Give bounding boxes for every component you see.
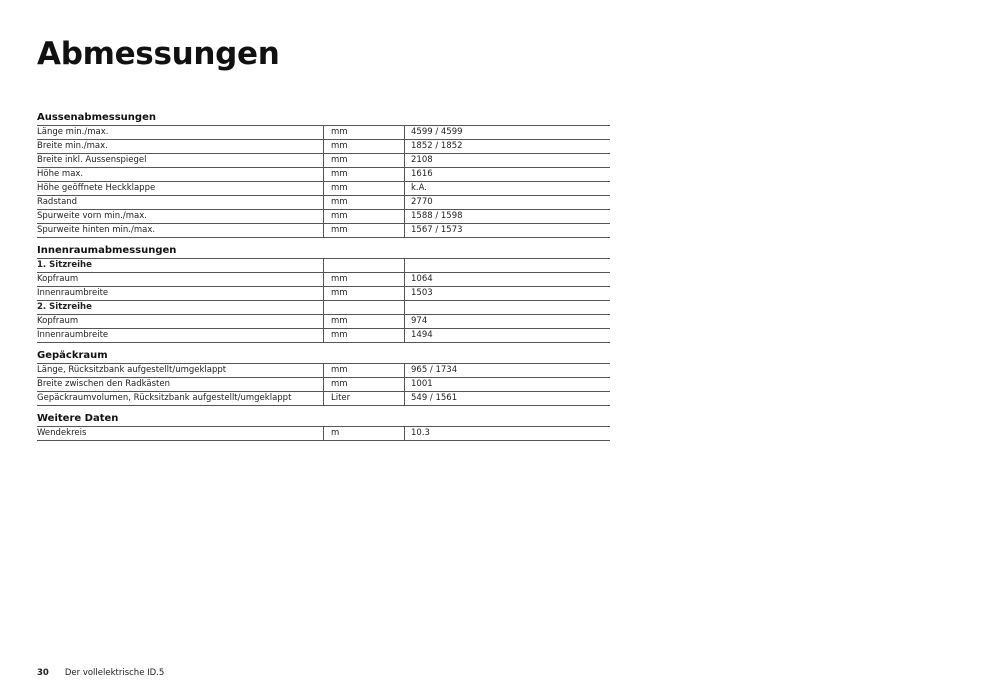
row-unit: mm [323, 378, 404, 391]
section-title: Weitere Daten [37, 412, 610, 427]
row-value: 1494 [404, 329, 610, 342]
table-row [37, 182, 610, 196]
table-row [37, 273, 610, 287]
row-label: 1. Sitzreihe [37, 260, 92, 270]
row-value: 2770 [404, 196, 610, 209]
row-unit: mm [323, 168, 404, 181]
section-title: Gepäckraum [37, 349, 610, 364]
footer-text: Der vollelektrische ID.5 [64, 668, 165, 678]
table-row [37, 140, 610, 154]
row-value [404, 301, 610, 314]
subsection-row [37, 301, 610, 315]
row-label: 2. Sitzreihe [37, 302, 92, 312]
table-row [37, 364, 610, 378]
row-unit: m [323, 427, 404, 440]
section [37, 349, 610, 406]
row-value: 1616 [404, 168, 610, 181]
row-unit: mm [323, 140, 404, 153]
page-title: Abmessungen [37, 36, 280, 72]
row-value: 1503 [404, 287, 610, 300]
table-row [37, 315, 610, 329]
row-unit: mm [323, 224, 404, 237]
section [37, 111, 610, 238]
row-label: Breite zwischen den Radkästen [37, 379, 170, 389]
row-unit: mm [323, 315, 404, 328]
row-label: Spurweite hinten min./max. [37, 225, 156, 235]
section-title: Innenraumabmessungen [37, 244, 610, 259]
row-value: 2108 [404, 154, 610, 167]
row-value: 965 / 1734 [404, 364, 610, 377]
table-row [37, 196, 610, 210]
row-label: Länge, Rücksitzbank aufgestellt/umgeklappt [37, 365, 227, 375]
row-value: 1588 / 1598 [404, 210, 610, 223]
row-value: 1567 / 1573 [404, 224, 610, 237]
table-row [37, 329, 610, 343]
subsection-row [37, 259, 610, 273]
row-value: 549 / 1561 [404, 392, 610, 405]
section [37, 412, 610, 441]
row-label: Wendekreis [37, 428, 87, 438]
row-unit: mm [323, 329, 404, 342]
specifications-table [37, 111, 610, 447]
table-row [37, 427, 610, 441]
row-value: k.A. [404, 182, 610, 195]
table-row [37, 224, 610, 238]
row-unit: mm [323, 287, 404, 300]
table-row [37, 378, 610, 392]
row-label: Innenraumbreite [37, 330, 109, 340]
row-label: Breite inkl. Aussenspiegel [37, 155, 147, 165]
row-label: Kopfraum [37, 274, 79, 284]
row-value: 1064 [404, 273, 610, 286]
row-unit [323, 301, 404, 314]
row-unit: mm [323, 182, 404, 195]
row-value [404, 259, 610, 272]
row-unit: mm [323, 273, 404, 286]
table-row [37, 392, 610, 406]
row-label: Höhe geöffnete Heckklappe [37, 183, 156, 193]
row-value: 4599 / 4599 [404, 126, 610, 139]
row-value: 1001 [404, 378, 610, 391]
row-unit: mm [323, 126, 404, 139]
row-unit: Liter [323, 392, 404, 405]
table-row [37, 168, 610, 182]
table-row [37, 126, 610, 140]
row-label: Spurweite vorn min./max. [37, 211, 147, 221]
page-footer [37, 668, 164, 678]
row-label: Gepäckraumvolumen, Rücksitzbank aufgestellt/umgeklappt [37, 393, 292, 403]
row-unit [323, 259, 404, 272]
row-label: Radstand [37, 197, 78, 207]
row-value: 974 [404, 315, 610, 328]
page-number: 30 [37, 668, 49, 678]
row-label: Innenraumbreite [37, 288, 109, 298]
section [37, 244, 610, 343]
table-row [37, 287, 610, 301]
row-unit: mm [323, 210, 404, 223]
row-unit: mm [323, 154, 404, 167]
table-row [37, 154, 610, 168]
section-title: Aussenabmessungen [37, 111, 610, 126]
row-unit: mm [323, 364, 404, 377]
row-label: Breite min./max. [37, 141, 108, 151]
row-value: 10.3 [404, 427, 610, 440]
row-label: Länge min./max. [37, 127, 109, 137]
table-row [37, 210, 610, 224]
row-label: Höhe max. [37, 169, 84, 179]
row-value: 1852 / 1852 [404, 140, 610, 153]
row-label: Kopfraum [37, 316, 79, 326]
row-unit: mm [323, 196, 404, 209]
